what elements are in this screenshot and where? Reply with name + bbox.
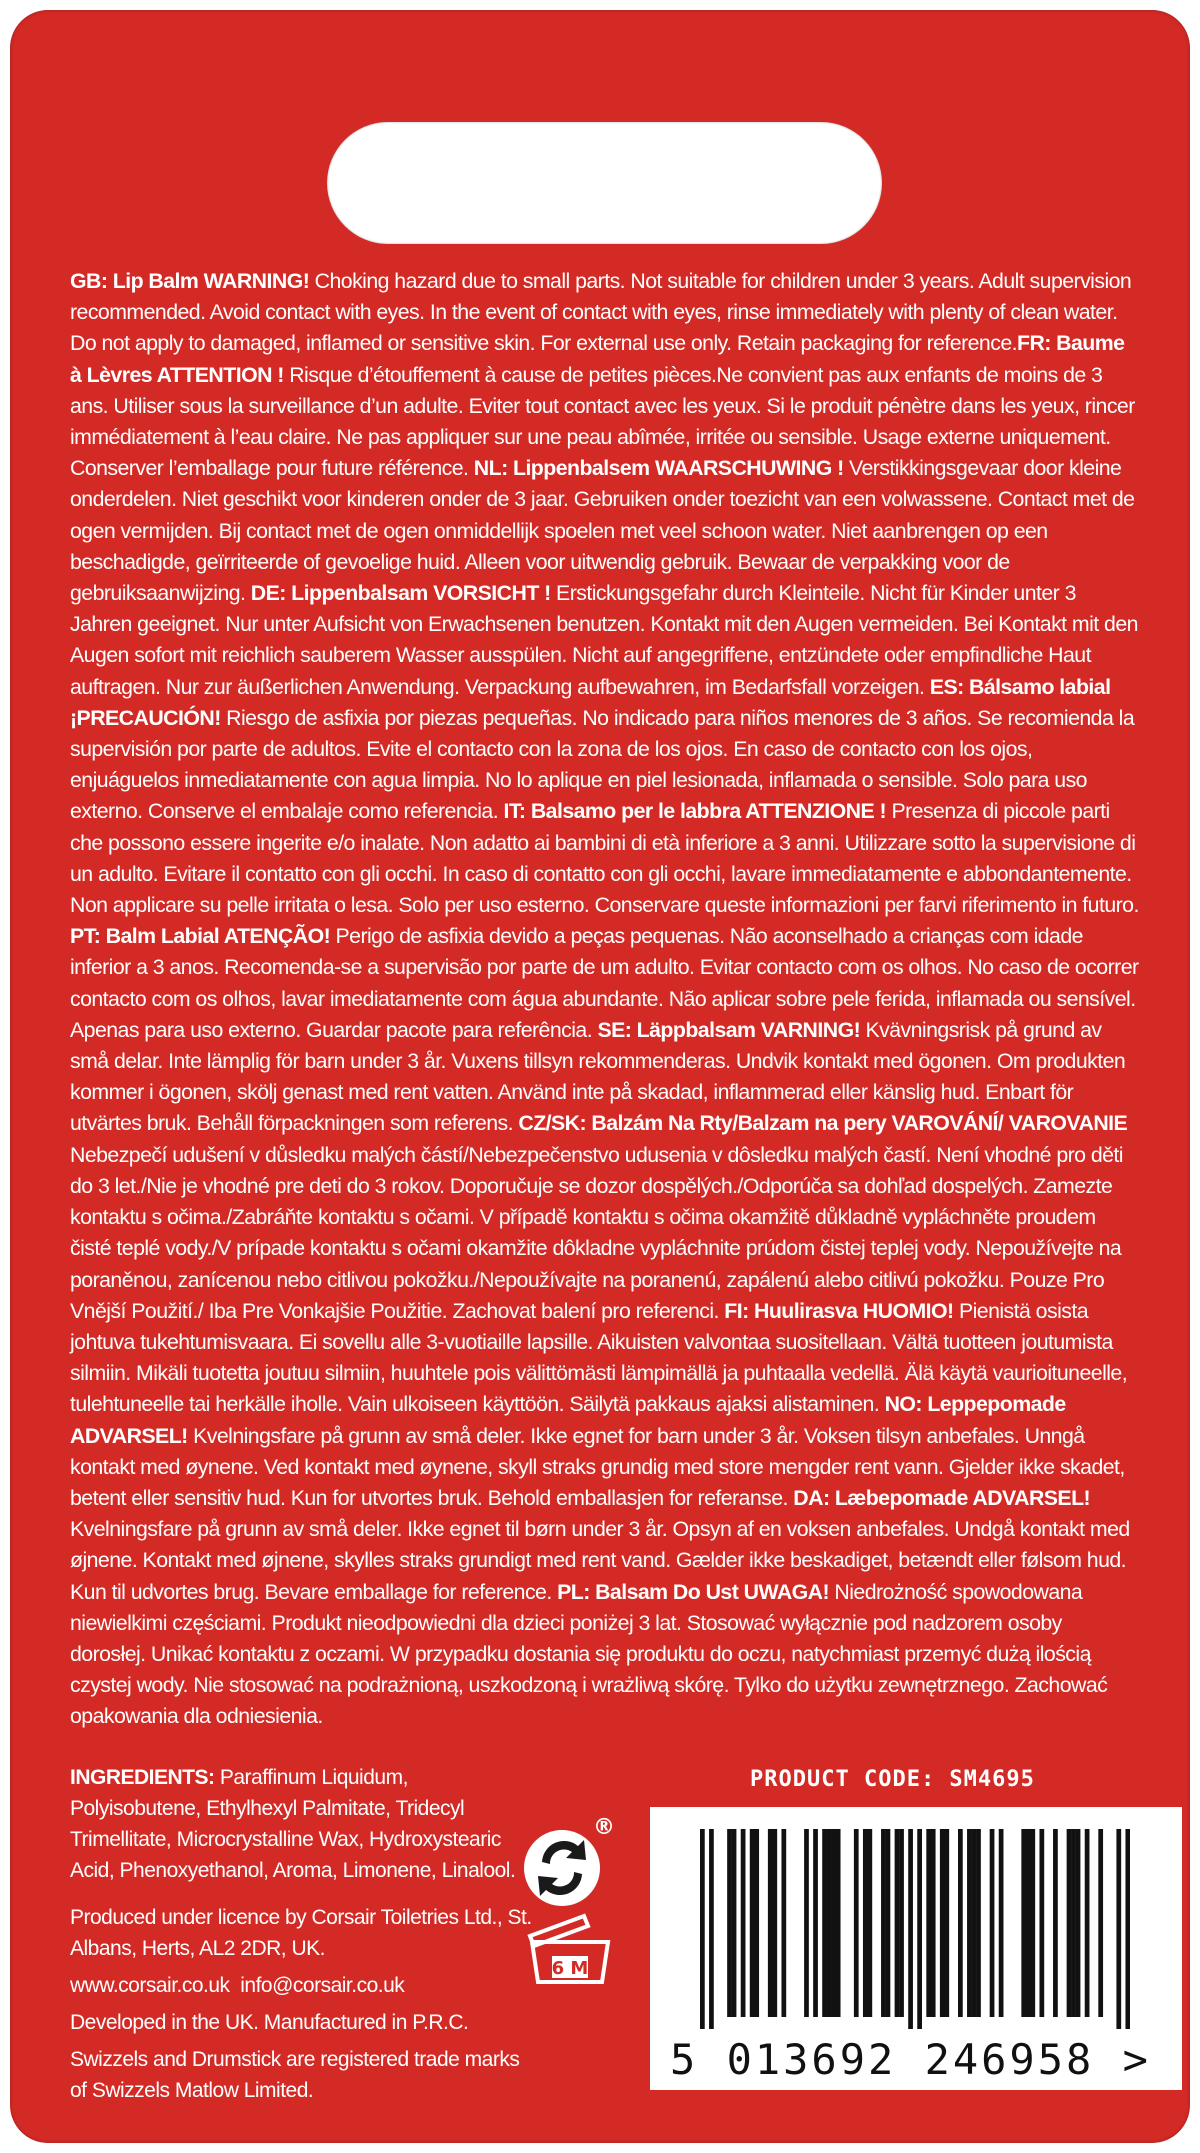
barcode-bar (1053, 1829, 1058, 2017)
barcode-bar (926, 1829, 931, 2017)
product-code: PRODUCT CODE: SM4695 (750, 1767, 1035, 1792)
barcode-bar (1076, 1829, 1081, 2017)
barcode (650, 1807, 1182, 2090)
barcode-bar (976, 1829, 981, 2017)
registered-mark: ® (593, 1815, 615, 1840)
barcode-bar (1026, 1829, 1031, 2017)
barcode-bar (1098, 1829, 1103, 2017)
barcode-bar (1021, 1829, 1026, 2017)
ingredients-list: Paraffinum Liquidum, Polyisobutene, Ethylhexyl Palmitate, Tridecyl Trimellitate, Microcrystalline Wax, Hydroxystearic Acid, Phenoxyethanol, Aroma, Limonene, Linalool. (70, 1766, 516, 1882)
barcode-bar (781, 1829, 786, 2017)
barcode-bar (727, 1829, 732, 2017)
barcode-bar (1116, 1829, 1121, 2029)
warning-section-label: GB: Lip Balm WARNING! (70, 269, 310, 293)
barcode-bar (700, 1829, 705, 2029)
warning-section-label: SE: Läppbalsam VARNING! (597, 1017, 861, 1042)
barcode-bar (709, 1829, 714, 2029)
warning-text-block (70, 266, 1140, 1733)
ingredients-label: INGREDIENTS: (70, 1766, 215, 1789)
barcode-bar (772, 1829, 777, 2017)
barcode-bar (754, 1829, 759, 2017)
barcode-bar (741, 1829, 746, 2017)
barcode-bar (1085, 1829, 1090, 2017)
warning-section-label: ES: Bálsamo labial ¡PRECAUCIÓN! (70, 674, 1111, 730)
warning-section-label: NL: Lippenbalsem WAARSCHUWING ! (473, 456, 844, 481)
barcode-bar (958, 1829, 963, 2017)
barcode-bar (1125, 1829, 1130, 2029)
barcode-bar (804, 1829, 809, 2017)
warning-section-text: Risque d’étouffement à cause de petites pièces.Ne convient pas aux enfants de moins de 3 ans. Utiliser sous la surveillance d’un adulte. Eviter tout contact avec les yeux. Si le produit pénètre dans les yeux, rincer immédiatement à l’eau claire. Ne pas appliquer sur une peau abîmée, irritée ou sensible. Usage externe uniquement. Conserver l’emballage pour future référence. (70, 362, 1135, 481)
warning-section-label: PT: Balm Labial ATENÇÃO! (70, 924, 331, 949)
barcode-bar (1067, 1829, 1072, 2017)
warning-section-text: Pienistä osista johtuva tukehtumisvaara. Ei sovellu alle 3-vuotiaille lapsille. Aikuisten valvontaa suositellaan. Vältä tuotteen joutumista silmiin. Mikäli tuotetta joutuu silmiin, huuhtele pois välittömästi lämpimällä ja puhtaalla vedellä. Älä käytä vaurioituneelle, tulehtuneelle tai herkälle iholle. Vain ulkoiseen käyttöön. Säilytä pakkaus ajaksi alistaminen. (70, 1298, 1128, 1417)
barcode-bar (967, 1829, 972, 2017)
barcode-bar (863, 1829, 868, 2017)
recycle-icon (520, 1812, 620, 1912)
barcode-bar (768, 1829, 773, 2017)
barcode-bar (854, 1829, 859, 2017)
origin-text: Developed in the UK. Manufactured in P.R.C. (70, 2011, 469, 2034)
warning-section-text: Riesgo de asfixia por piezas pequeñas. No indicado para niños menores de 3 años. Se recomienda la supervisión por parte de adultos. Evite el contacto con la zona de los ojos. En caso de contacto con los ojos, enjuáguelos inmediatamente con agua limpia. No lo aplique en piel lesionada, inflamada o sensible. Solo para uso externo. Conserve el embalaje como referencia. (70, 705, 1135, 824)
barcode-bar (813, 1829, 818, 2017)
warning-section-text: Presenza di piccole parti che possono essere ingerite e/o inalate. Non adatto ai bambini di età inferiore a 3 anni. Utilizzare sotto la supervisione di un adulto. Evitare il contatto con gli occhi. In caso di contatto con gli occhi, lavare immediatamente e abbondantemente. Non applicare su pelle irritata o lesa. Solo per uso esterno. Conservare queste informazioni per farvi riferimento in futuro. (70, 799, 1139, 918)
warning-section-text: Kvävningsrisk på grund av små delar. Inte lämplig för barn under 3 år. Vuxens tillsyn rekommenderas. Undvik kontakt med ögonen. Om produkten kommer i ögonen, skölj genast med rent vatten. Använd inte på skadad, inflammerad eller känslig hud. Enbart för utvärtes bruk. Behåll förpackningen som referens. (70, 1017, 1126, 1136)
packaging-card (10, 10, 1190, 2143)
barcode-digits: 5 013692 246958 > (670, 2035, 1151, 2084)
hang-hole (327, 122, 882, 244)
barcode-bar (886, 1829, 891, 2017)
warning-section-label: FR: Baume à Lèvres ATTENTION ! (70, 331, 1125, 387)
warning-section-label: DE: Lippenbalsam VORSICHT ! (250, 581, 551, 606)
barcode-bar (972, 1829, 977, 2017)
barcode-bar (827, 1829, 832, 2017)
barcode-bar (999, 1829, 1004, 2017)
barcode-bar (895, 1829, 900, 2017)
barcode-bar (1071, 1829, 1076, 2017)
warning-section-label: CZ/SK: Balzám Na Rty/Balzam na pery VAROVÁNÍ/ VAROVANIE (518, 1111, 1128, 1136)
barcode-bar (732, 1829, 737, 2017)
licence-text: Produced under licence by Corsair Toiletries Ltd., St. Albans, Herts, AL2 2DR, UK. (70, 1906, 532, 1960)
warning-section-label: DA: Læbepomade ADVARSEL! (793, 1485, 1091, 1510)
barcode-bar (836, 1829, 841, 2017)
barcode-bar (940, 1829, 945, 2017)
warning-section-label: FI: Huulirasva HUOMIO! (724, 1298, 954, 1323)
barcode-bar (944, 1829, 949, 2017)
barcode-bar (908, 1829, 913, 2029)
warning-section-text: Perigo de asfixia devido a peças pequenas. Não aconselhado a crianças com idade inferior a 3 anos. Recomenda-se a supervisão por parte de um adulto. Evitar contacto com os olhos. No caso de ocorrer contacto com os olhos, lavar imediatamente com água abundante. Não aplicar sobre pele ferida, inflamada ou sensível. Apenas para uso externo. Guardar pacote para referência. (70, 924, 1139, 1042)
barcode-bar (831, 1829, 836, 2017)
barcode-bar (822, 1829, 827, 2017)
barcode-bar (990, 1829, 995, 2017)
warning-section-text: Kvelningsfare på grunn av små deler. Ikke egnet til børn under 3 år. Opsyn af en voksen anbefales. Undgå kontakt med øjnene. Kontakt med øjnene, skylles straks grundigt med rent vand. Gælder ikke beskadiget, betændt eller følsom hud. Kun til udvortes brug. Bevare emballage for reference. (70, 1517, 1130, 1604)
barcode-bar (867, 1829, 872, 2017)
warning-section-text: Choking hazard due to small parts. Not suitable for children under 3 years. Adult supervision recommended. Avoid contact with eyes. In the event of contact with eyes, rinse immediately with plenty of clean water. Do not apply to damaged, inflamed or sensitive skin. For external use only. Retain packaging for reference. (70, 269, 1132, 356)
warning-section-text: Verstikkingsgevaar door kleine onderdelen. Niet geschikt voor kinderen onder de 3 jaar. Gebruiken onder toezicht van een volwassene. Contact met de ogen vermijden. Bij contact met de ogen onmiddellijk spoelen met veel schoon water. Niet aanbrengen op een beschadigde, geïrriteerde of gevoelige huid. Alleen voor uitwendig gebruik. Bewaar de verpakking voor de gebruiksaanwijzing. (70, 456, 1135, 606)
trademark-text: Swizzels and Drumstick are registered trade marks of Swizzels Matlow Limited. (70, 2048, 520, 2102)
barcode-bars (700, 1829, 1130, 2029)
warning-section-text: Niedrożność spowodowana niewielkimi częściami. Produkt nieodpowiedni dla dzieci poniżej 3 lat. Stosować wyłącznie pod nadzorem osoby dorosłej. Unikać kontaktu z oczami. W przypadku dostania się produktu do oczu, natychmiast przemyć dużą ilością czystej wody. Nie stosować na podrażnioną, uszkodzoną i wrażliwą skórę. Tylko do użytku zewnętrznego. Zachować opakowania dla odniesienia. (70, 1579, 1108, 1729)
warning-section-text: Erstickungsgefahr durch Kleinteile. Nicht für Kinder unter 3 Jahren geeignet. Nur unter Aufsicht von Erwachsenen benutzen. Kontakt mit den Augen vermeiden. Bei Kontakt mit den Augen sofort mit reichlich sauberem Wasser ausspülen. Nicht auf angegriffene, entzündete oder empfindliche Haut auftragen. Nur zur äußerlichen Anwendung. Verpackung aufbewahren, im Bedarfsfall vorzeigen. (70, 581, 1138, 699)
barcode-bar (917, 1829, 922, 2029)
footer-info (70, 1762, 540, 2112)
ingredients (70, 1762, 540, 1886)
barcode-bar (881, 1829, 886, 2017)
warning-section-text: Nebezpečí udušení v důsledku malých částí/Nebezpečenstvo udusenia v dôsledku malých častí. Není vhodné pro děti do 3 let./Nie je vhodné pre deti do 3 rokov. Doporučuje se dozor dospělých./Odporúča sa dohľad dospelých. Zamezte kontaktu s očima./Zabráňte kontaktu s očami. V případě kontaktu s očima okamžitě důkladně vypláchněte proudem čisté teplé vody./V prípade kontaktu s očami okamžite dôkladne vypláchnite prúdom čistej teplej vody. Nepoužívejte na poraněnou, zanícenou nebo citlivou pokožku./Nepoužívajte na poranenú, zapálenú alebo citlivú pokožku. Pouze Pro Vnější Použití./ Iba Pre Vonkajšie Použitie. Zachovat balení pro referenci. (70, 1142, 1123, 1323)
barcode-bar (899, 1829, 904, 2017)
warning-section-label: IT: Balsamo per le labbra ATTENZIONE ! (503, 799, 887, 824)
barcode-bar (1039, 1829, 1044, 2017)
warning-section-label: PL: Balsam Do Ust UWAGA! (557, 1579, 830, 1604)
warning-section-label: NO: Leppepomade ADVARSEL! (70, 1392, 1066, 1448)
barcode-bar (1030, 1829, 1035, 2017)
barcode-bar (931, 1829, 936, 2017)
period-after-opening-icon (522, 1908, 618, 1988)
barcode-bar (750, 1829, 755, 2017)
warning-section-text: Kvelningsfare på grunn av små deler. Ikke egnet for barn under 3 år. Voksen tilsyn anbefales. Unngå kontakt med øynene. Ved kontakt med øynene, skyll straks grundig med store mengder rent vann. Gjelder ikke skadet, betent eller sensitiv hud. Kun for utvortes bruk. Behold emballasjen for referanse. (70, 1423, 1125, 1510)
web-contact: www.corsair.co.uk info@corsair.co.uk (70, 1974, 405, 1997)
pao-label: 6 M (551, 1958, 589, 1979)
